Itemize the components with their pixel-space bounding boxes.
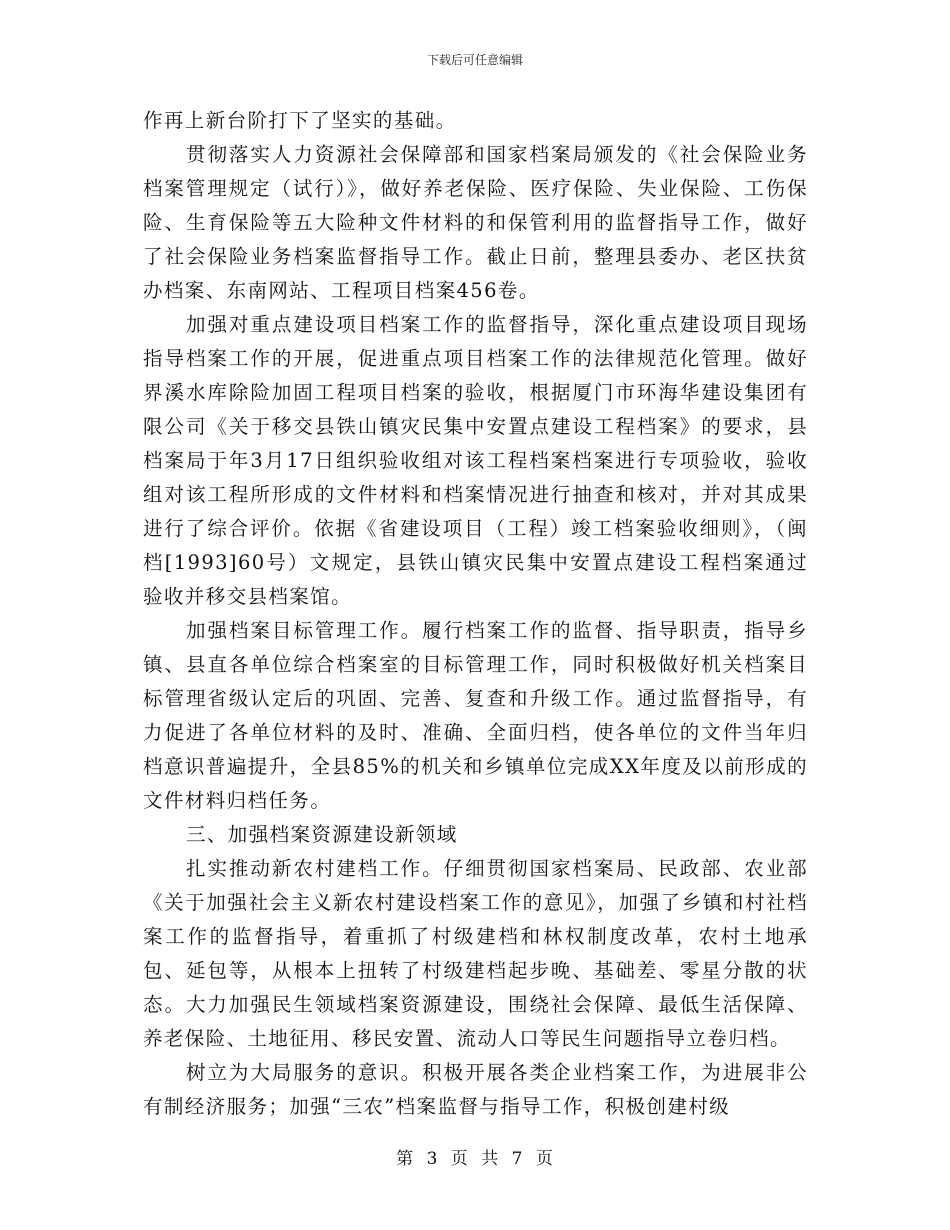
paragraph: 树立为大局服务的意识。积极开展各类企业档案工作，为进展非公有制经济服务；加强“三农”档案监督与指导工作，积极创建村级 [143,1061,808,1118]
paragraph: 加强档案目标管理工作。履行档案工作的监督、指导职责，指导乡镇、县直各单位综合档案室的目标管理工作，同时积极做好机关档案目标管理省级认定后的巩固、完善、复查和升级工作。通过监督指导，有力促进了各单位材料的及时、准确、全面归档，使各单位的文件当年归档意识普遍提升，全县85%的机关和乡镇单位完成XX年度及以前形成的文件材料归档任务。 [143,619,808,812]
paragraph: 加强对重点建设项目档案工作的监督指导，深化重点建设项目现场指导档案工作的开展，促进重点项目档案工作的法律规范化管理。做好界溪水库除险加固工程项目档案的验收，根据厦门市环海华建设集团有限公司《关于移交县铁山镇灾民集中安置点建设工程档案》的要求，县档案局于年3月17日组织验收组对该工程档案档案进行专项验收，验收组对该工程所形成的文件材料和档案情况进行抽查和核对，并对其成果进行了综合评价。依据《省建设项目（工程）竣工档案验收细则》，（闽档[1993]60号）文规定，县铁山镇灾民集中安置点建设工程档案通过验收并移交县档案馆。 [143,313,808,608]
paragraph: 作再上新台阶打下了坚实的基础。 [143,109,457,132]
paragraph: 贯彻落实人力资源社会保障部和国家档案局颁发的《社会保险业务档案管理规定（试行）》，做好养老保险、医疗保险、失业保险、工伤保险、生育保险等五大险种文件材料的和保管利用的监督指导工作，做好了社会保险业务档案监督指导工作。截止日前，整理县委办、老区扶贫办档案、东南网站、工程项目档案456卷。 [143,143,808,302]
document-body [143,104,808,1124]
paragraph: 扎实推动新农村建档工作。仔细贯彻国家档案局、民政部、农业部《关于加强社会主义新农村建设档案工作的意见》，加强了乡镇和村社档案工作的监督指导，着重抓了村级建档和林权制度改革，农村土地承包、延包等，从根本上扭转了村级建档起步晚、基础差、零星分散的状态。大力加强民生领域档案资源建设，围绕社会保障、最低生活保障、养老保险、土地征用、移民安置、流动人口等民生问题指导立卷归档。 [143,857,808,1050]
page-header-note: 下载后可任意编辑 [426,53,523,67]
page-number-footer: 第 3 页 共 7 页 [396,1149,554,1169]
section-heading: 三、加强档案资源建设新领域 [186,823,458,846]
